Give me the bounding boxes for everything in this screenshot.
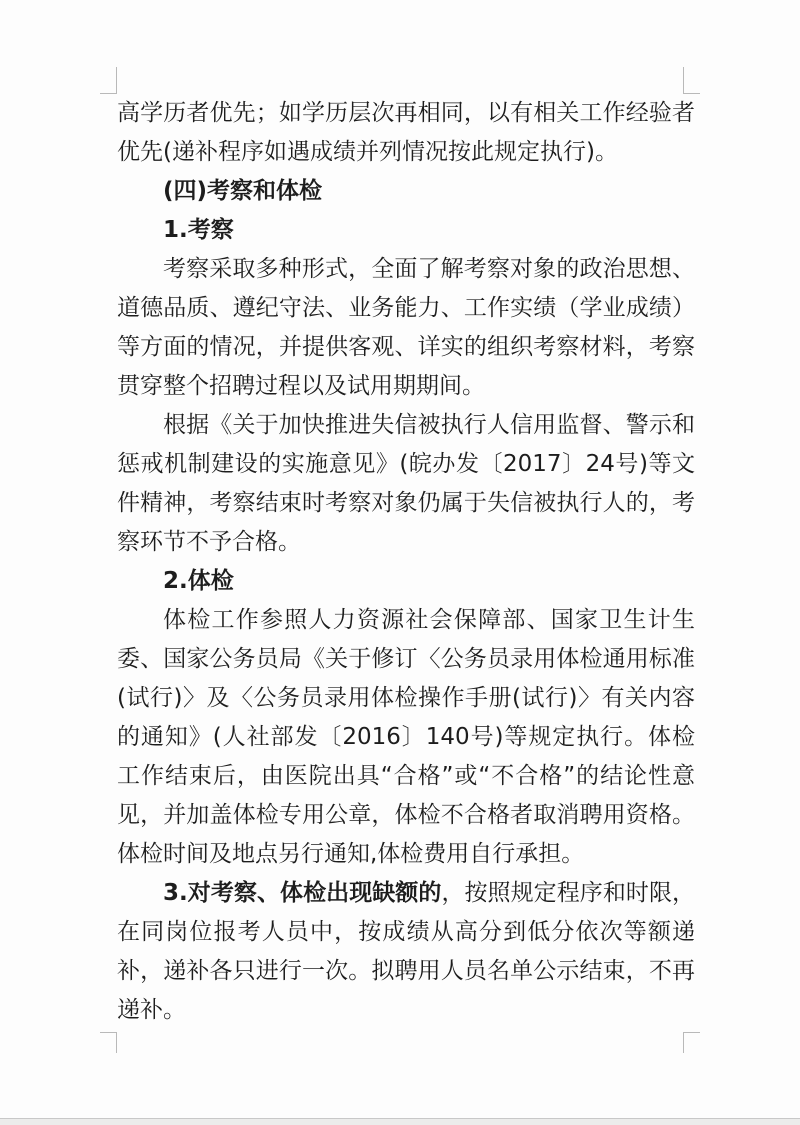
paragraph-kaocha-forms: 考察采取多种形式，全面了解考察对象的政治思想、道德品质、遵纪守法、业务能力、工作实绩（学业成绩）等方面的情况，并提供客观、详实的组织考察材料，考察贯穿整个招聘过程以及试用期期间。 (117, 256, 695, 399)
paragraph-rest: ，按照规定程序和时限，在同岗位报考人员中，按成绩从高分到低分依次等额递补，递补各只进行一次。拟聘用人员名单公示结束，不再递补。 (117, 880, 696, 1023)
crop-mark-top-right (683, 67, 700, 94)
paragraph-bold-lead: 3.对考察、体检出现缺额的 (163, 880, 442, 906)
paragraph-dibu-rules (117, 874, 695, 1030)
crop-mark-bottom-right (683, 1032, 700, 1053)
crop-mark-bottom-left (100, 1032, 117, 1053)
subsection-heading-kaocha: 1.考察 (163, 217, 234, 243)
paragraph-tijian-rules: 体检工作参照人力资源社会保障部、国家卫生计生委、国家公务员局《关于修订〈公务员录用体检通用标准(试行)〉及〈公务员录用体检操作手册(试行)〉有关内容的通知》(人社部发〔2016〕140号)等规定执行。体检工作结束后，由医院出具“合格”或“不合格”的结论性意见，并加盖体检专用公章，体检不合格者取消聘用资格。体检时间及地点另行通知,体检费用自行承担。 (117, 607, 695, 867)
document-body (117, 94, 695, 1030)
subsection-heading-tijian: 2.体检 (163, 568, 234, 594)
crop-mark-top-left (100, 67, 117, 94)
section-heading-kaocha-tijian: (四)考察和体检 (163, 178, 323, 204)
paragraph-continuation: 高学历者优先；如学历层次再相同，以有相关工作经验者优先(递补程序如遇成绩并列情况按此规定执行)。 (117, 100, 695, 165)
paragraph-shixin-policy: 根据《关于加快推进失信被执行人信用监督、警示和惩戒机制建设的实施意见》(皖办发〔2017〕24号)等文件精神，考察结束时考察对象仍属于失信被执行人的，考察环节不予合格。 (117, 412, 695, 555)
